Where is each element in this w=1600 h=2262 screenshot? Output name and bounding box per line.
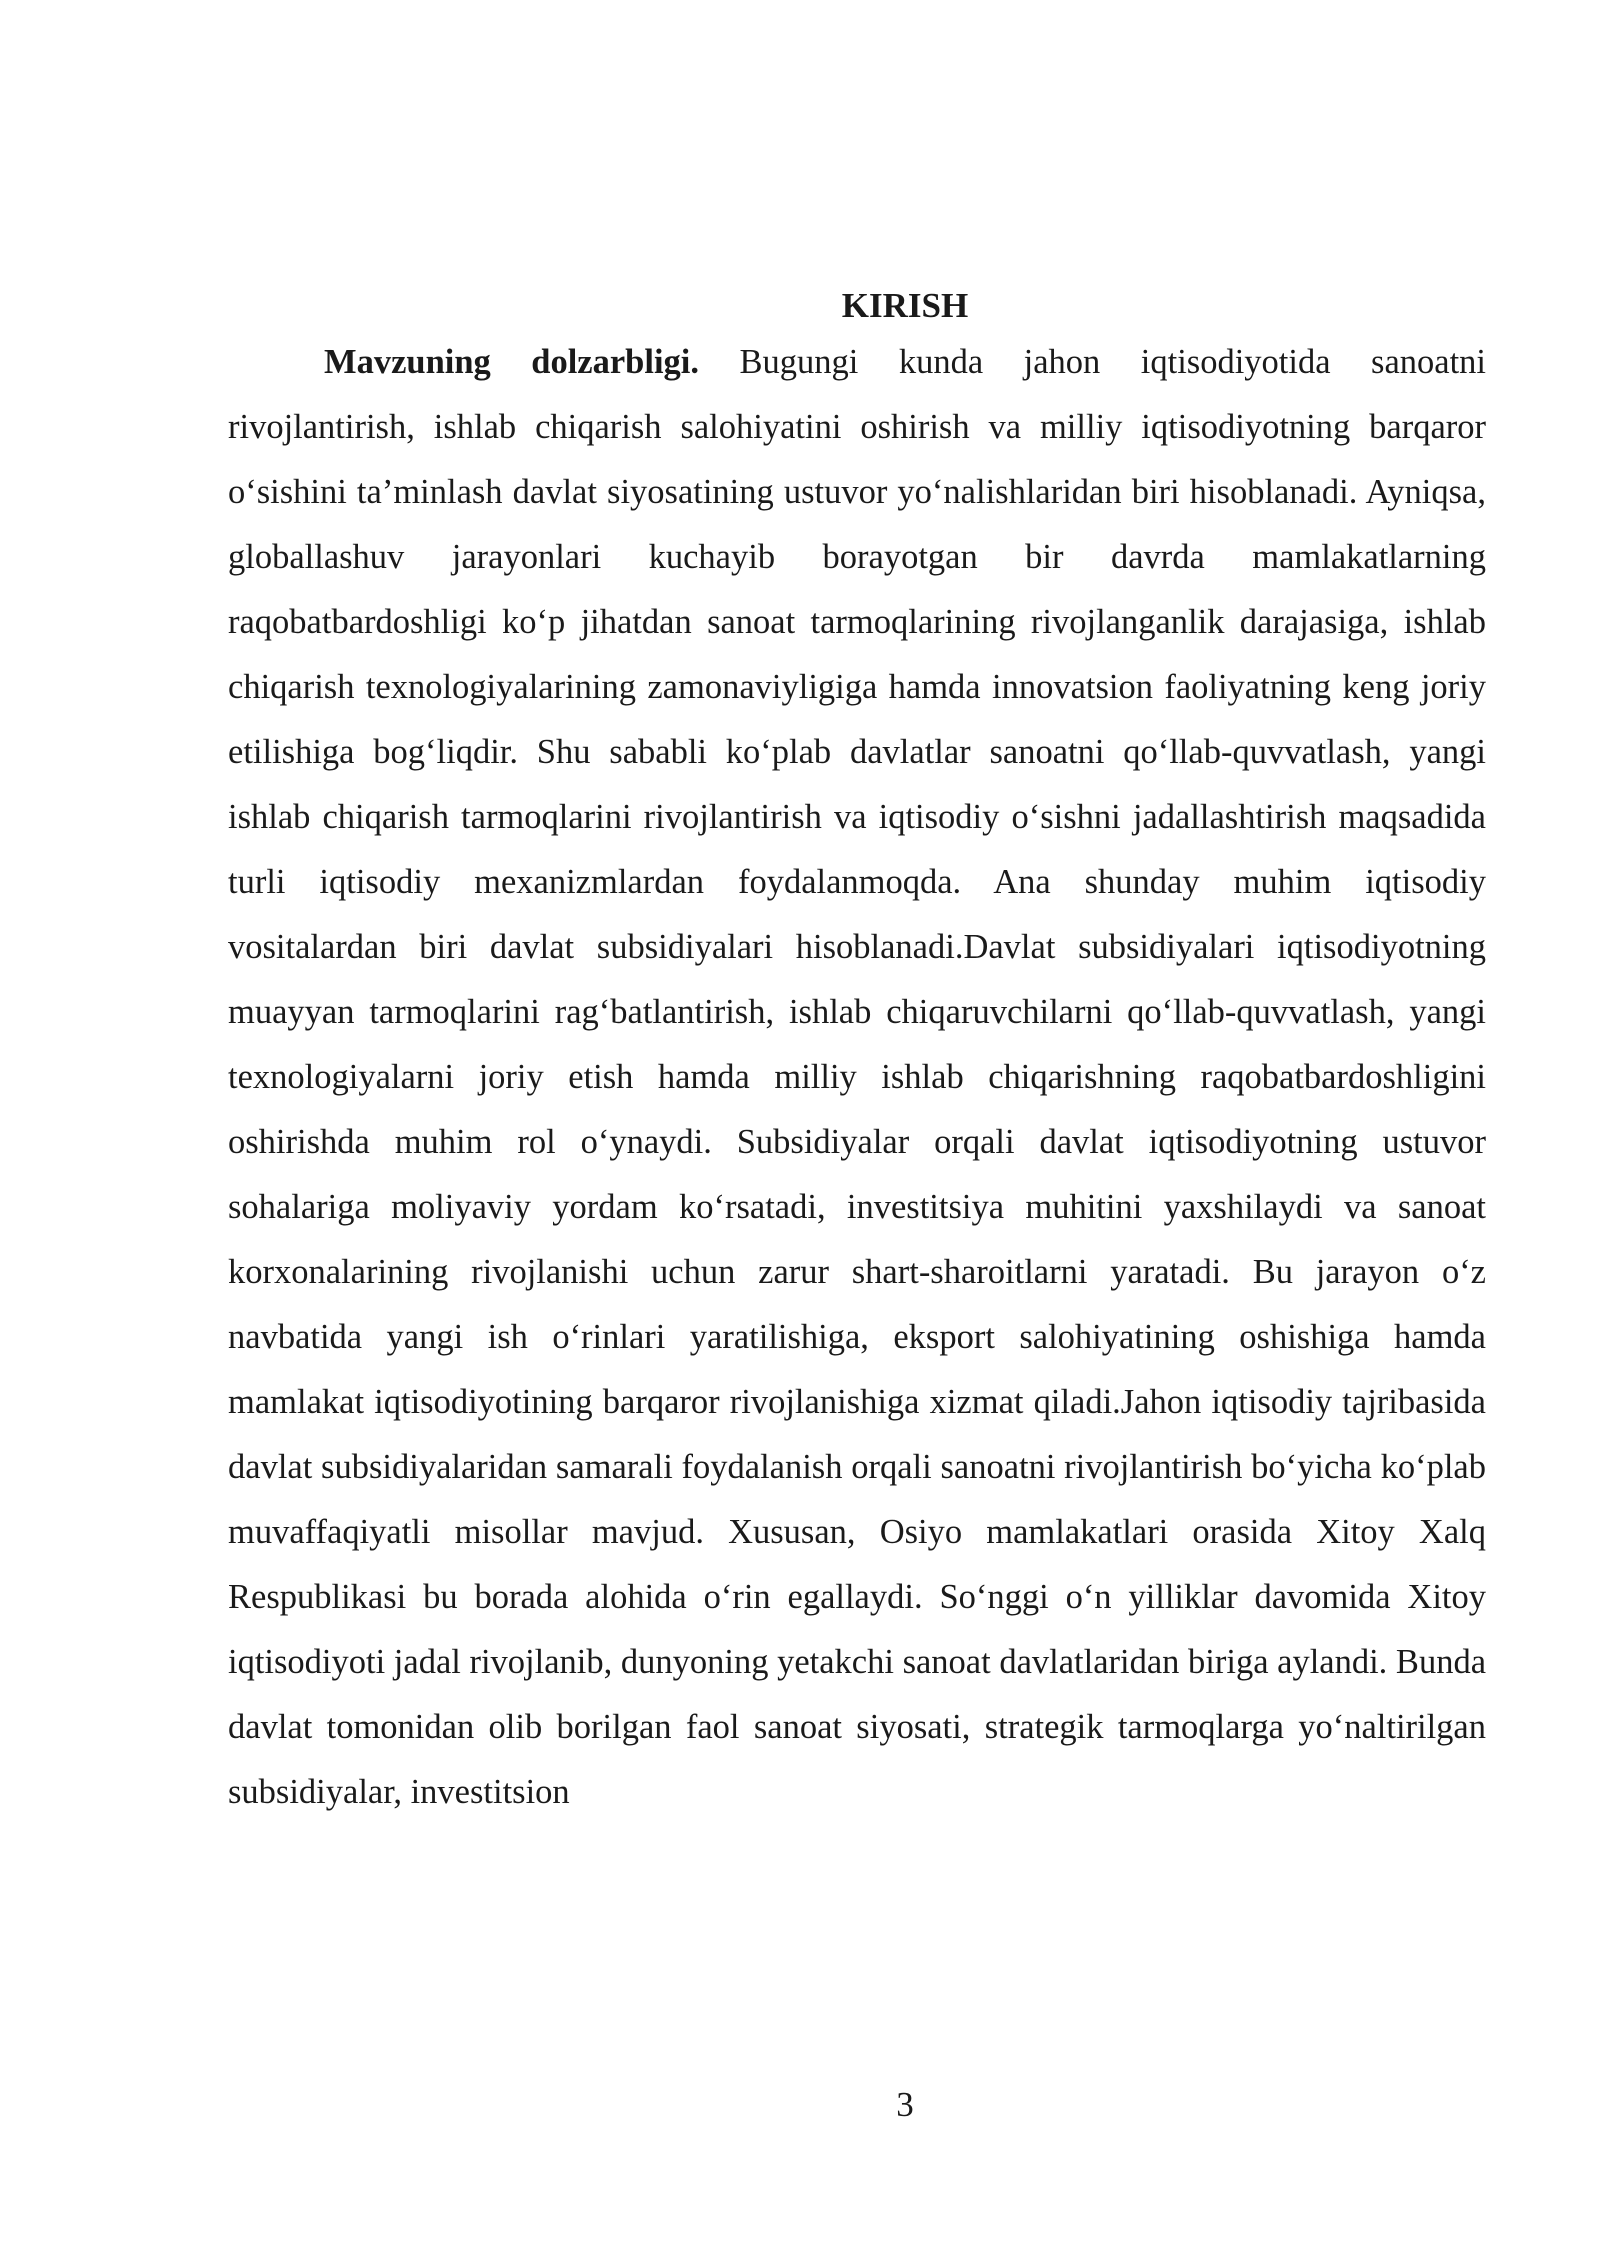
document-page xyxy=(228,282,1486,1825)
paragraph-lead: Mavzuning dolzarbligi. xyxy=(324,343,699,381)
body-paragraph xyxy=(228,330,1486,1825)
paragraph-text: Bugungi kunda jahon iqtisodiyotida sanoatni rivojlantirish, ishlab chiqarish salohiyatini oshirish va milliy iqtisodiyotning barqaror o‘sishini ta’minlash davlat siyosatining ustuvor yo‘nalishlaridan biri hisoblanadi. Ayniqsa, globallashuv jarayonlari kuchayib borayotgan bir davrda mamlakatlarning raqobatbardoshligi ko‘p jihatdan sanoat tarmoqlarining rivojlanganlik darajasiga, ishlab chiqarish texnologiyalarining zamonaviyligiga hamda innovatsion faoliyatning keng joriy etilishiga bog‘liqdir. Shu sababli ko‘plab davlatlar sanoatni qo‘llab-quvvatlash, yangi ishlab chiqarish tarmoqlarini rivojlantirish va iqtisodiy o‘sishni jadallashtirish maqsadida turli iqtisodiy mexanizmlardan foydalanmoqda. Ana shunday muhim iqtisodiy vositalardan biri davlat subsidiyalari hisoblanadi.Davlat subsidiyalari iqtisodiyotning muayyan tarmoqlarini rag‘batlantirish, ishlab chiqaruvchilarni qo‘llab-quvvatlash, yangi texnologiyalarni joriy etish hamda milliy ishlab chiqarishning raqobatbardoshligini oshirishda muhim rol o‘ynaydi. Subsidiyalar orqali davlat iqtisodiyotning ustuvor sohalariga moliyaviy yordam ko‘rsatadi, investitsiya muhitini yaxshilaydi va sanoat korxonalarining rivojlanishi uchun zarur shart-sharoitlarni yaratadi. Bu jarayon o‘z navbatida yangi ish o‘rinlari yaratilishiga, eksport salohiyatining oshishiga hamda mamlakat iqtisodiyotining barqaror rivojlanishiga xizmat qiladi.Jahon iqtisodiy tajribasida davlat subsidiyalaridan samarali foydalanish orqali sanoatni rivojlantirish bo‘yicha ko‘plab muvaffaqiyatli misollar mavjud. Xususan, Osiyo mamlakatlari orasida Xitoy Xalq Respublikasi bu borada alohida o‘rin egallaydi. So‘nggi o‘n yilliklar davomida Xitoy iqtisodiyoti jadal rivojlanib, dunyoning yetakchi sanoat davlatlaridan biriga aylandi. Bunda davlat tomonidan olib borilgan faol sanoat siyosati, strategik tarmoqlarga yo‘naltirilgan subsidiyalar, investitsion xyxy=(228,343,1487,1811)
section-heading: KIRISH xyxy=(841,286,969,325)
page-number: 3 xyxy=(896,2085,914,2124)
